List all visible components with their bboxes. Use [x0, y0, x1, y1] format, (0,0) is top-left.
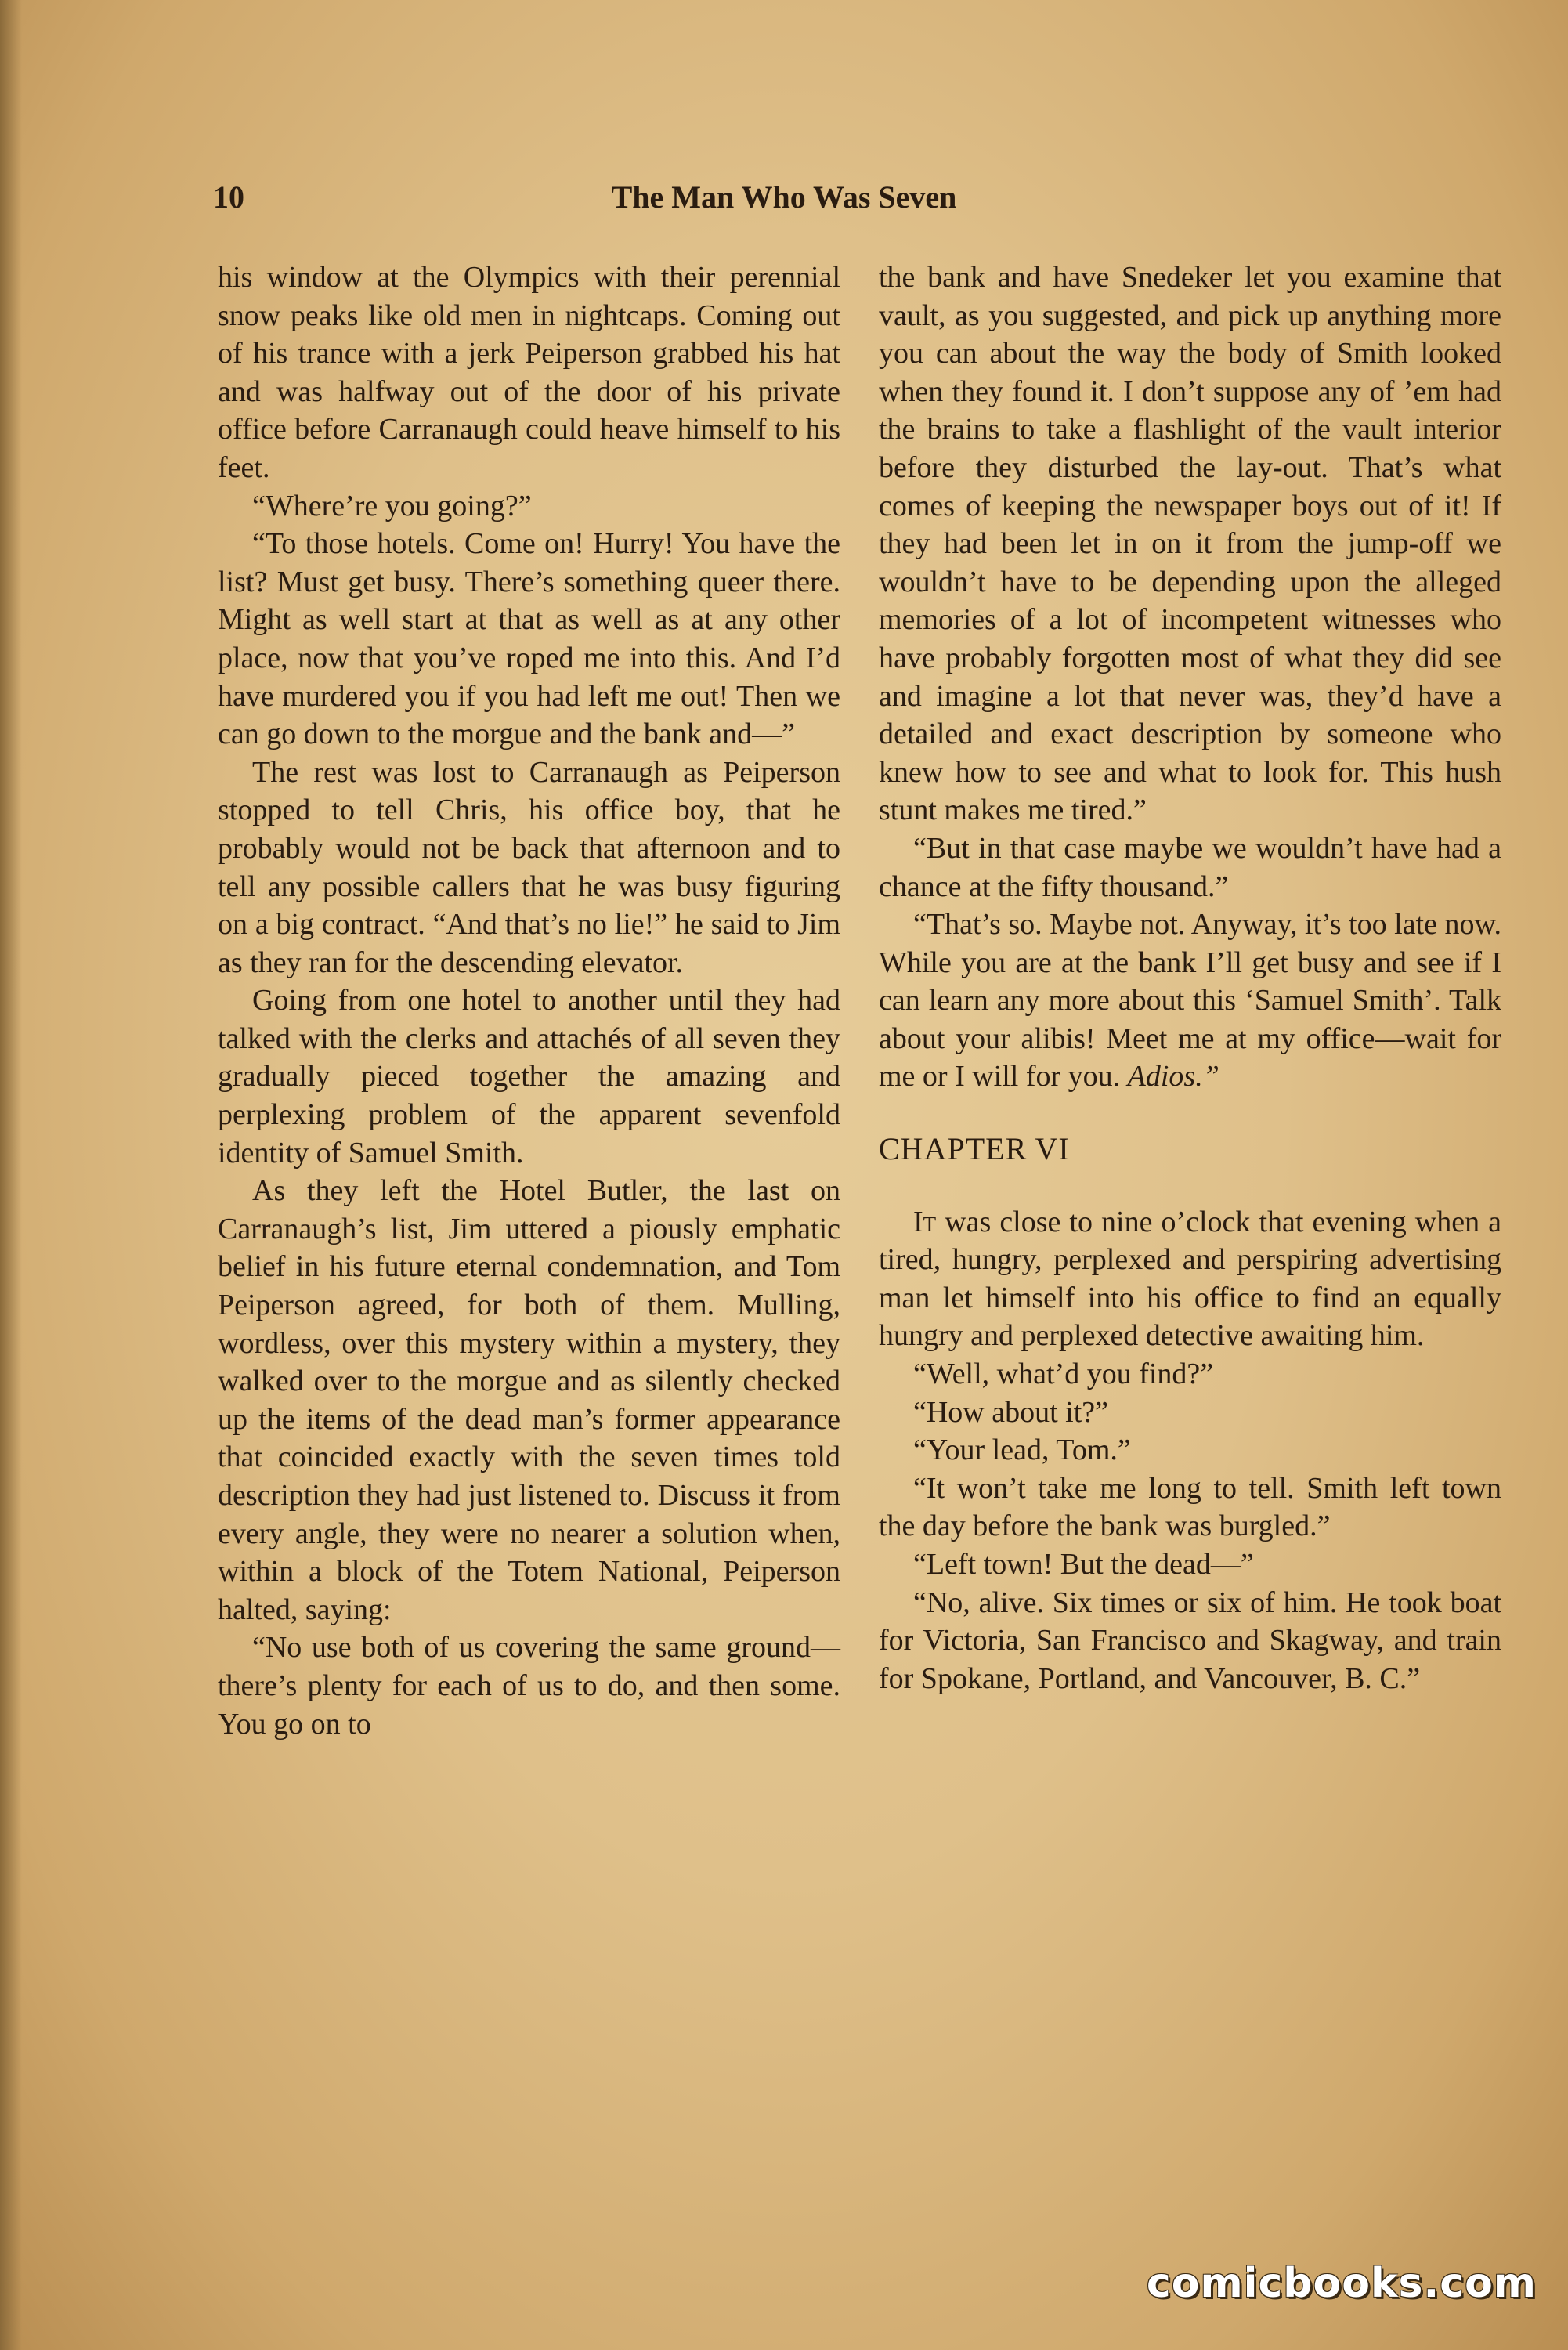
paragraph: As they left the Hotel Butler, the last on Carranaugh’s list, Jim uttered a piously emphatic belief in his future eternal condemnation, and Tom Peiperson agreed, for both of them. Mulling, wordless, over this mystery within a mystery, they walked over to the morgue and as silently checked up the items of the dead man’s former appearance that coincided exactly with the seven times told description they had just listened to. Discuss it from every angle, they were no nearer a solution when, within a block of the Totem National, Peiperson halted, saying: — [218, 1174, 840, 1626]
paragraph: The rest was lost to Carranaugh as Peiperson stopped to tell Chris, his office boy, that he probably would not be back that afternoon and to tell any possible callers that he was busy figuring on a big contract. “And that’s no lie!” he said to Jim as they ran for the descending elevator. — [218, 755, 840, 979]
paragraph-text: “That’s so. Maybe not. Anyway, it’s too late now. While you are at the bank I’ll get busy and see if I can learn any more about this ‘Samuel Smith’. Talk about your alibis! Meet me at my office—wait for me or I will for you. — [879, 908, 1501, 1094]
running-title: The Man Who Was Seven — [611, 179, 957, 215]
page-number: 10 — [213, 179, 244, 215]
paragraph: “But in that case maybe we wouldn’t have had a chance at the fifty thousand.” — [879, 831, 1501, 903]
paragraph: “No, alive. Six times or six of him. He took boat for Victoria, San Francisco and Skagway, and train for Spokane, Portland, and Vancouver, B. C.” — [879, 1585, 1501, 1695]
paragraph: “To those hotels. Come on! Hurry! You have the list? Must get busy. There’s something queer there. Might as well start at that as well as at any other place, now that you’ve roped me into this. And I’d have murdered you if you had left me out! Then we can go down to the morgue and the bank and—” — [218, 527, 840, 751]
paragraph: “No use both of us covering the same ground—there’s plenty for each of us to do, and then some. You go on to — [218, 1631, 840, 1741]
paragraph: “Where’re you going?” — [252, 489, 532, 522]
paragraph: “It won’t take me long to tell. Smith left town the day before the bank was burgled.” — [879, 1471, 1501, 1543]
paragraph — [879, 906, 1501, 1096]
paragraph: his window at the Olympics with their perennial snow peaks like old men in nightcaps. Coming out of his trance with a jerk Peiperson grabbed his hat and was halfway out of the door of his private office before Carranaugh could heave himself to his feet. — [218, 261, 840, 484]
left-column — [218, 258, 840, 1743]
paragraph: Going from one hotel to another until they had talked with the clerks and attachés of all seven they gradually pieced together the amazing and perplexing problem of the apparent sevenfold identity of Samuel Smith. — [218, 984, 840, 1170]
paragraph: “How about it?” — [913, 1395, 1109, 1429]
drop-word: It — [913, 1205, 937, 1238]
paragraph: the bank and have Snedeker let you examine that vault, as you suggested, and pick up anything more you can about the way the body of Smith looked when they found it. I don’t suppose any of ’em had the brains to take a flashlight of the vault interior before they disturbed the lay-out. That’s what comes of keeping the newspaper boys out of it! If they had been let in on it from the jump-off we wouldn’t have to be depending upon the alleged memories of a lot of incompetent witnesses who have probably forgotten most of what they did see and imagine a lot that never was, they’d have a detailed and exact description by someone who knew how to see and what to look for. This hush stunt makes me tired.” — [879, 261, 1501, 827]
page-edge-shadow — [0, 0, 22, 2350]
watermark: comicbooks.com — [1146, 2260, 1537, 2307]
chapter-opening-paragraph — [879, 1203, 1501, 1355]
page-header — [0, 179, 1568, 233]
paragraph-text: was close to nine o’clock that evening when a tired, hungry, perplexed and perspiring advertising man let himself into his office to find an equally hungry and perplexed detective awaiting him. — [879, 1205, 1501, 1353]
paragraph: “Well, what’d you find?” — [913, 1358, 1214, 1391]
chapter-heading: CHAPTER VI — [879, 1131, 1070, 1167]
right-column — [879, 258, 1501, 1697]
adios-italic: Adios.” — [1127, 1060, 1219, 1094]
paragraph: “Left town! But the dead—” — [913, 1548, 1254, 1581]
paragraph: “Your lead, Tom.” — [913, 1434, 1131, 1467]
